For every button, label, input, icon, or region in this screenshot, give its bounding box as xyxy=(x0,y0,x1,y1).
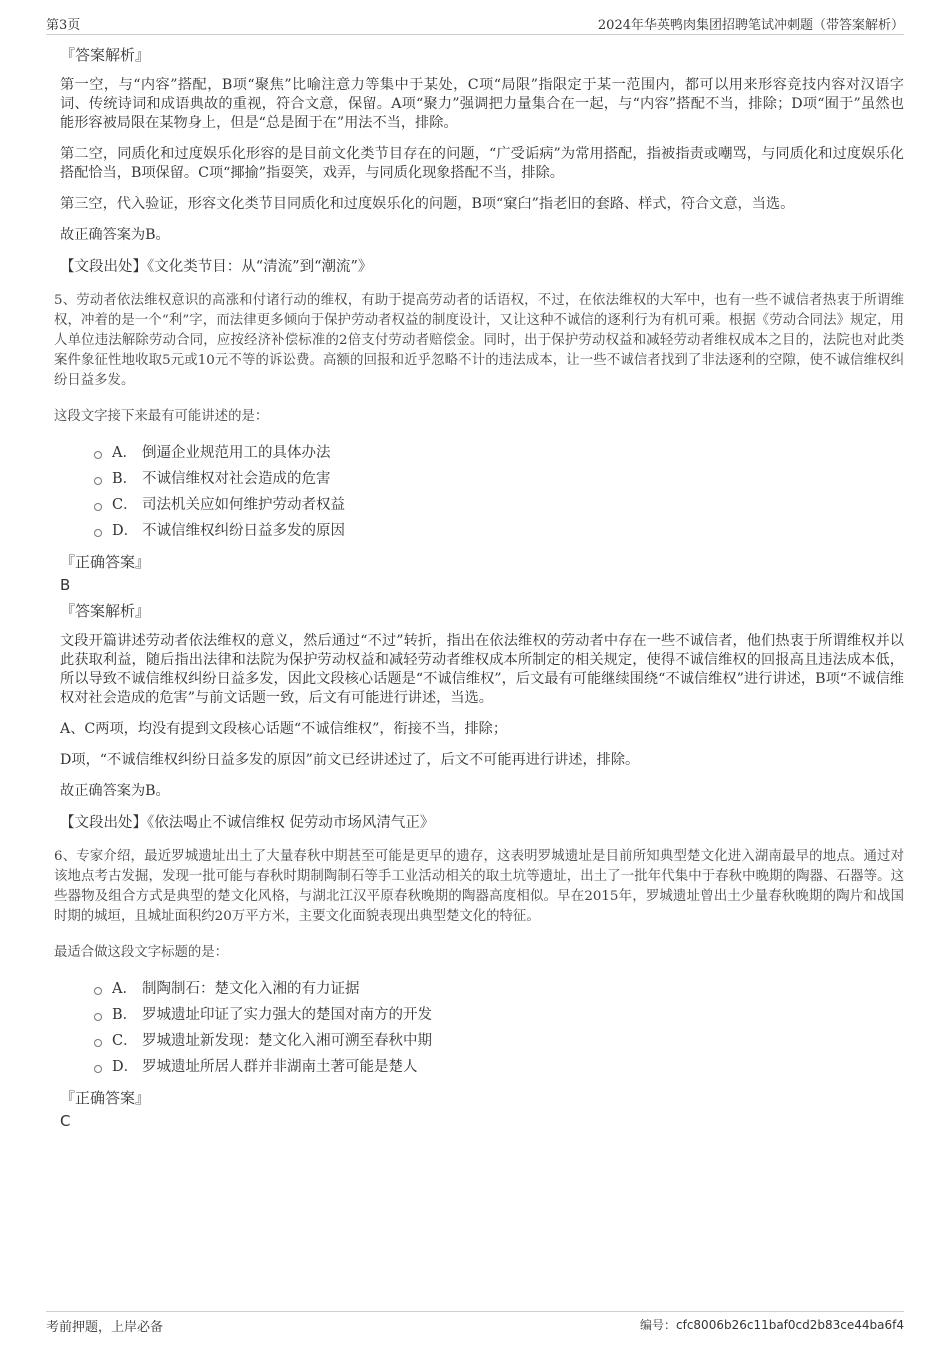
source-citation: 【文段出处】《文化类节目：从“清流”到“潮流”》 xyxy=(60,259,373,275)
analysis-paragraph: D项，“不诚信维权纠纷日益多发的原因”前文已经讲述过了，后文不可能再进行讲述，排除。 xyxy=(60,752,640,768)
radio-icon[interactable] xyxy=(94,529,102,537)
option-d[interactable] xyxy=(94,1054,904,1080)
correct-answer-value: B xyxy=(60,576,71,594)
correct-answer-tag: 『正确答案』 xyxy=(60,1089,151,1107)
option-text: 制陶制石：楚文化入湘的有力证据 xyxy=(142,981,360,997)
option-text: 司法机关应如何维护劳动者权益 xyxy=(142,497,345,513)
option-label: A． xyxy=(112,981,137,997)
question-5-prompt: 这段文字接下来最有可能讲述的是： xyxy=(54,409,269,424)
question-6-options xyxy=(94,976,904,1080)
option-c[interactable] xyxy=(94,492,904,518)
correct-answer-value: C xyxy=(60,1112,71,1130)
analysis-paragraph: 第三空，代入验证，形容文化类节目同质化和过度娱乐化的问题，B项“窠臼”指老旧的套路、样式，符合文意，当选。 xyxy=(60,196,795,212)
option-text: 倒逼企业规范用工的具体办法 xyxy=(142,445,331,461)
option-label: D． xyxy=(112,1059,139,1075)
option-a[interactable] xyxy=(94,440,904,466)
analysis-tag: 『答案解析』 xyxy=(60,46,151,64)
option-text: 罗城遗址新发现：楚文化入湘可溯至春秋中期 xyxy=(142,1033,432,1049)
radio-icon[interactable] xyxy=(94,451,102,459)
radio-icon[interactable] xyxy=(94,1065,102,1073)
correct-answer-tag: 『正确答案』 xyxy=(60,553,151,571)
analysis-conclusion: 故正确答案为B。 xyxy=(60,227,170,243)
option-text: 不诚信维权对社会造成的危害 xyxy=(142,471,331,487)
radio-icon[interactable] xyxy=(94,1013,102,1021)
source-citation: 【文段出处】《依法喝止不诚信维权 促劳动市场风清气正》 xyxy=(60,815,435,831)
option-text: 罗城遗址印证了实力强大的楚国对南方的开发 xyxy=(142,1007,432,1023)
question-5-text: 5、劳动者依法维权意识的高涨和付诸行动的维权，有助于提高劳动者的话语权，不过，在依法维权的大军中，也有一些不诚信者热衷于所谓维权，冲着的是一个“利”字，而法律更多倾向于保护劳动者权益的制度设计，又让这种不诚信的逐利行为有机可乘。根据《劳动合同法》规定，用人单位违法解除劳动合同，应按经济补偿标准的2倍支付劳动者赔偿金。同时，出于保护劳动权益和减轻劳动者维权成本之目的，法院也对此类案件象征性地收取5元或10元不等的诉讼费。高额的回报和近乎忽略不计的违法成本，让一些不诚信者找到了非法逐利的空隙，使不诚信维权纠纷日益多发。 xyxy=(54,293,904,388)
analysis-paragraph: 第一空，与“内容”搭配，B项“聚焦”比喻注意力等集中于某处，C项“局限”指限定于某一范围内，都可以用来形容竞技内容对汉语字词、传统诗词和成语典故的重视，符合文意，保留。A项“聚力”强调把力量集合在一起，与“内容”搭配不当，排除；D项“囿于”虽然也能形容被局限在某物身上，但是“总是囿于在”用法不当，排除。 xyxy=(60,77,904,131)
option-text: 不诚信维权纠纷日益多发的原因 xyxy=(142,523,345,539)
option-label: B． xyxy=(112,471,138,487)
radio-icon[interactable] xyxy=(94,477,102,485)
analysis-paragraph: 文段开篇讲述劳动者依法维权的意义，然后通过“不过”转折，指出在依法维权的劳动者中存在一些不诚信者，他们热衷于所谓维权并以此获取利益，随后指出法律和法院为保护劳动权益和减轻劳动者维权成本所制定的相关规定，使得不诚信维权的回报高且违法成本低，所以导致不诚信维权纠纷日益多发，因此文段核心话题是“不诚信维权”，后文最有可能继续围绕“不诚信维权”进行讲述，B项“不诚信维权对社会造成的危害”与前文话题一致，后文有可能进行讲述，当选。 xyxy=(60,633,904,706)
analysis-paragraph: 第二空，同质化和过度娱乐化形容的是目前文化类节目存在的问题，“广受诟病”为常用搭配，指被指责或嘲骂，与同质化和过度娱乐化搭配恰当，B项保留。C项“揶揄”指耍笑，戏弄，与同质化现象搭配不当，排除。 xyxy=(60,146,904,181)
page-header xyxy=(46,14,904,35)
option-a[interactable] xyxy=(94,976,904,1002)
option-label: B． xyxy=(112,1007,138,1023)
option-d[interactable] xyxy=(94,518,904,544)
analysis-conclusion: 故正确答案为B。 xyxy=(60,783,170,799)
radio-icon[interactable] xyxy=(94,503,102,511)
option-text: 罗城遗址所居人群并非湖南土著可能是楚人 xyxy=(142,1059,418,1075)
analysis-tag: 『答案解析』 xyxy=(60,602,151,620)
radio-icon[interactable] xyxy=(94,1039,102,1047)
document-title: 2024年华英鸭肉集团招聘笔试冲刺题（带答案解析） xyxy=(597,18,904,33)
option-b[interactable] xyxy=(94,466,904,492)
option-label: D． xyxy=(112,523,139,539)
option-c[interactable] xyxy=(94,1028,904,1054)
page-footer xyxy=(46,1311,904,1337)
document-content xyxy=(54,44,904,1136)
question-5-options xyxy=(94,440,904,544)
question-6-prompt: 最适合做这段文字标题的是： xyxy=(54,945,229,960)
option-b[interactable] xyxy=(94,1002,904,1028)
footer-slogan: 考前押题，上岸必备 xyxy=(46,1320,164,1335)
question-6-text: 6、专家介绍，最近罗城遗址出土了大量春秋中期甚至可能是更早的遗存，这表明罗城遗址是目前所知典型楚文化进入湖南最早的地点。通过对该地点考古发掘，发现一批可能与春秋时期制陶制石等手工业活动相关的取土坑等遗址，出土了一批年代集中于春秋中晚期的陶器、石器等。这些器物及组合方式是典型的楚文化风格，与湖北江汉平原春秋晚期的陶器高度相似。早在2015年，罗城遗址曾出土少量春秋晚期的陶片和战国时期的城垣，且城址面积约20万平方米，主要文化面貌表现出典型楚文化的特征。 xyxy=(54,849,904,924)
radio-icon[interactable] xyxy=(94,987,102,995)
option-label: C． xyxy=(112,497,138,513)
document-code: 编号：cfc8006b26c11baf0cd2b83ce44ba6f4 xyxy=(640,1318,904,1332)
option-label: C． xyxy=(112,1033,138,1049)
page-number: 第3页 xyxy=(46,18,81,33)
analysis-paragraph: A、C两项，均没有提到文段核心话题“不诚信维权”，衔接不当，排除； xyxy=(60,721,508,737)
option-label: A． xyxy=(112,445,137,461)
